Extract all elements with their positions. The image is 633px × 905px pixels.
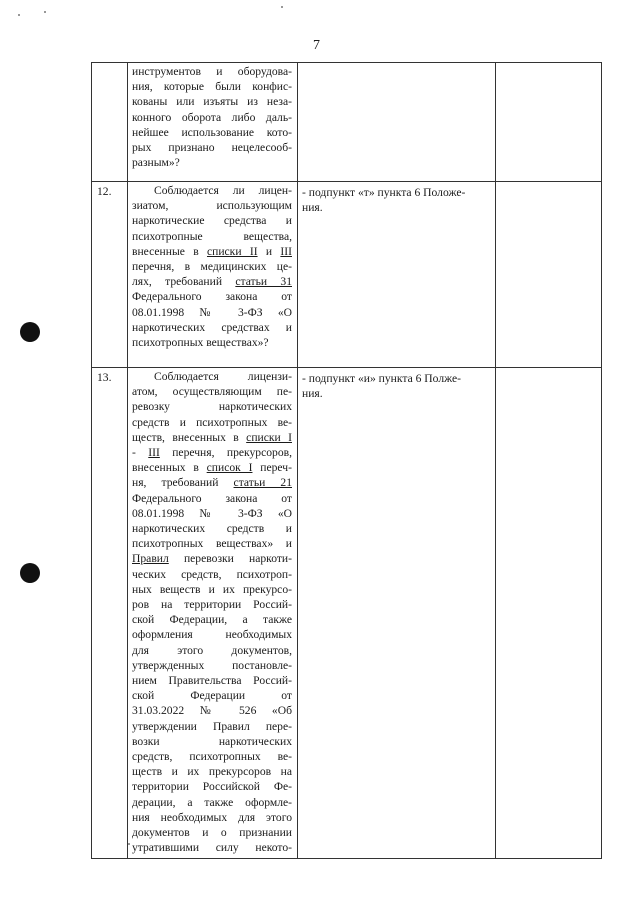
requirement-line: утратившими силу некото- — [132, 841, 292, 855]
requirement-line: лях, требований статьи 31 — [132, 275, 292, 289]
requirement-line: ных веществ и их прекурсо- — [132, 582, 292, 596]
checklist-table — [91, 62, 602, 859]
requirement-line: ния, которые были конфис- — [132, 80, 292, 94]
checklist-table-body — [92, 63, 602, 859]
requirement-line: наркотических средствах и — [132, 320, 292, 334]
table-row — [92, 63, 602, 182]
requirement-line: документов и о признании — [132, 826, 292, 840]
requirement-line: наркотические средства и — [132, 214, 292, 228]
requirement-line: средств, психотропных ве- — [132, 750, 292, 764]
binder-hole-bottom — [20, 563, 40, 583]
requirement-line: Соблюдается лицензи- — [154, 370, 292, 383]
reference-line: ния. — [302, 201, 323, 215]
requirement-line: перечня, в медицинских це- — [132, 260, 292, 274]
requirement-line: ществ, внесенных в списки I — [132, 430, 292, 444]
requirement-line: внесенных в список I переч- — [132, 461, 292, 475]
answer-cell — [496, 368, 602, 859]
requirement-line: нейшее использование кото- — [132, 125, 292, 139]
reference-line: - подпункт «т» пункта 6 Положе- — [302, 186, 466, 199]
requirement-line: инструментов и оборудова- — [132, 65, 292, 78]
requirement-line: психотропных веществах»? — [132, 336, 269, 350]
requirement-line: средств и психотропных ве- — [132, 415, 292, 429]
requirement-line: ров на территории Россий- — [132, 598, 292, 612]
table-row — [92, 182, 602, 368]
requirement-line: Правил перевозки наркоти- — [132, 552, 292, 566]
answer-cell — [496, 63, 602, 182]
checklist-table-container — [91, 62, 601, 859]
requirement-line: возки наркотических — [132, 734, 292, 748]
requirement-line: оформления необходимых — [132, 628, 292, 642]
legal-reference-cell — [298, 182, 496, 368]
requirement-line: для этого документов, — [132, 643, 292, 657]
requirement-line: ния необходимых для этого — [132, 810, 292, 824]
requirement-line: - III перечня, прекурсоров, — [132, 446, 292, 460]
requirement-line: ческих средств, психотроп- — [132, 567, 292, 581]
answer-cell — [496, 182, 602, 368]
requirement-line: зиатом, использующим — [132, 199, 292, 213]
legal-reference-cell — [298, 368, 496, 859]
requirement-line: Федерального закона от — [132, 290, 292, 304]
scan-speck — [281, 6, 283, 8]
scan-speck — [44, 11, 46, 13]
requirement-line: ня, требований статьи 21 — [132, 476, 292, 490]
requirement-line: атом, осуществляющим пе- — [132, 385, 292, 399]
reference-line: - подпункт «и» пункта 6 Полже- — [302, 372, 461, 385]
requirement-line: Соблюдается ли лицен- — [154, 184, 292, 197]
scan-speck — [18, 14, 20, 16]
requirement-line: кованы или изъяты из неза- — [132, 95, 292, 109]
requirement-line: ществ и их прекурсоров на — [132, 765, 292, 779]
requirement-line: 08.01.1998 № 3-ФЗ «О — [132, 305, 292, 319]
requirement-line: внесенные в списки II и III — [132, 244, 292, 258]
requirement-cell — [128, 182, 298, 368]
table-row — [92, 368, 602, 859]
requirement-line: конного оборота либо даль- — [132, 110, 292, 124]
legal-reference-cell — [298, 63, 496, 182]
requirement-cell — [128, 63, 298, 182]
requirement-line: 08.01.1998 № 3-ФЗ «О — [132, 506, 292, 520]
requirement-cell — [128, 368, 298, 859]
item-number-cell — [92, 63, 128, 182]
requirement-line: утверждении Правил пере- — [132, 719, 292, 733]
item-number-cell: 12. — [92, 182, 128, 368]
requirement-line: ревозку наркотических — [132, 400, 292, 414]
binder-hole-top — [20, 322, 40, 342]
requirement-line: 31.03.2022 № 526 «Об — [132, 704, 292, 718]
requirement-line: ской Федерации, а также — [132, 613, 292, 627]
requirement-line: психотропных веществах» и — [132, 537, 292, 551]
requirement-line: разным»? — [132, 156, 180, 170]
requirement-line: рых признано нецелесооб- — [132, 141, 292, 155]
reference-line: ния. — [302, 387, 323, 401]
requirement-line: ской Федерации от — [132, 689, 292, 703]
requirement-line: наркотических средств и — [132, 522, 292, 536]
requirement-line: Федерального закона от — [132, 491, 292, 505]
requirement-line: территории Российской Фе- — [132, 780, 292, 794]
requirement-line: утвержденных постановле- — [132, 658, 292, 672]
item-number-cell: 13. — [92, 368, 128, 859]
requirement-line: дерации, а также оформле- — [132, 795, 292, 809]
requirement-line: нием Правительства Россий- — [132, 674, 292, 688]
page-number: 7 — [313, 38, 320, 53]
requirement-line: психотропные вещества, — [132, 229, 292, 243]
